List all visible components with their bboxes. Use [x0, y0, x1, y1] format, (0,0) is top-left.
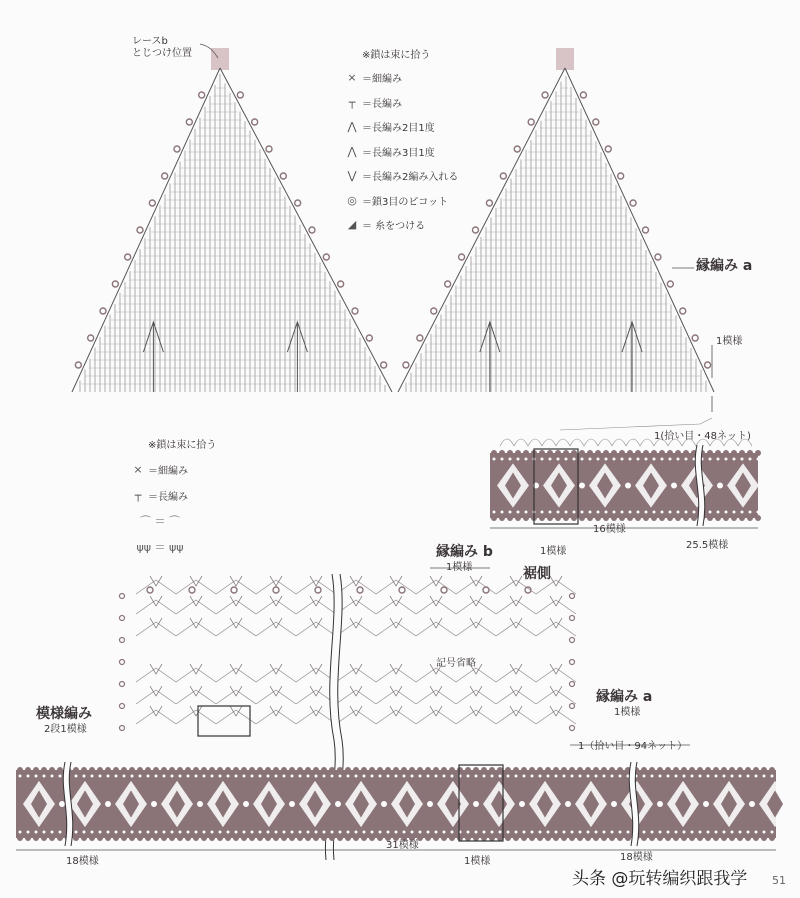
mid-legend: [128, 436, 248, 566]
one-pattern-mid: 1模様: [540, 546, 567, 557]
mid-legend-item-text: ＝細編み: [148, 465, 188, 477]
edging-b-label: 縁編み b: [436, 544, 493, 560]
mid-chain-loop: [626, 439, 640, 446]
pattern-stitch-label: 模様編み: [36, 706, 92, 722]
mid-legend-item-row: [128, 540, 192, 554]
watermark: 头条 @玩转编织跟我学: [572, 869, 748, 889]
single-crochet-x-icon: ×: [347, 71, 357, 84]
fan-equivalent-icon: ψψ ＝ ψψ: [136, 541, 184, 554]
edging-a-sub-bottom: 1模様: [614, 707, 641, 718]
legend-item-row: [342, 46, 430, 60]
mid-chain-loop: [556, 439, 570, 446]
mid-legend-item-row: [128, 436, 216, 450]
mid-chain-loop: [598, 439, 612, 446]
mid-legend-item-text: ＝長編み: [148, 491, 188, 503]
picot-icon: ◎: [347, 193, 357, 207]
mid-lace-strip: [490, 445, 769, 526]
pickup-94-label: 1（拾い目・94ネット）: [578, 741, 688, 752]
attach-position-label: とじつけ位置: [132, 48, 192, 59]
legend-item-text: ＝鎖3目のピコット: [362, 196, 449, 208]
single-crochet-x-icon: ×: [133, 462, 143, 476]
legend-item-row: [342, 120, 435, 134]
legend-item-text: ＝細編み: [362, 74, 402, 85]
mid-chain-loop: [612, 439, 626, 446]
pattern-stitch-box: [198, 706, 250, 736]
double-crochet-icon: ┬: [134, 488, 142, 502]
legend-item-text: ＝長編み2編み入れる: [362, 172, 459, 183]
mid-legend-item-row: [128, 462, 188, 476]
left-count-18: 18模様: [66, 856, 99, 867]
legend-item-row: [342, 144, 435, 158]
mid-chain-loop: [514, 439, 528, 446]
mid-legend-item-row: [128, 514, 192, 528]
one-pattern-bottom: 1模様: [464, 856, 491, 867]
legend-item-row: [342, 71, 402, 85]
mid-legend-item-text: ※鎖は束に拾う: [148, 439, 217, 451]
page-number: 51: [772, 874, 786, 887]
symbols-omitted-label: 記号省略: [436, 658, 476, 669]
edging-a-label-bottom: 縁編み a: [596, 689, 653, 705]
legend-item-text: ＝長編み3目1度: [362, 147, 435, 159]
dc3tog-icon: ⋀: [347, 144, 357, 158]
mid-chain-loop: [542, 439, 556, 446]
mid-count-31: 31模様: [386, 840, 419, 851]
picot-equivalent-icon: ⌒ ＝ ⌒: [140, 515, 180, 528]
pattern-stitch-sub: 2段1模様: [44, 724, 87, 735]
legend-item-text: ＝長編み: [362, 98, 402, 110]
top-legend: [342, 46, 492, 236]
legend-item-row: [342, 169, 458, 183]
pattern-count-16: 16模様: [593, 524, 626, 535]
legend-item-row: [342, 95, 402, 109]
legend-item-text: ＝長編み2目1度: [362, 123, 435, 134]
hem-side-label: 裾側: [523, 566, 551, 582]
legend-item-text: ＝ 糸をつける: [362, 221, 426, 232]
one-pattern-label-top: 1模様: [716, 336, 743, 347]
mid-chain-loop: [500, 439, 514, 446]
double-crochet-icon: ┬: [348, 95, 356, 109]
lace-b-label: レースb: [132, 36, 168, 47]
mid-chain-loop: [570, 439, 584, 446]
mid-chain-loop: [584, 439, 598, 446]
mid-chain-loop: [640, 439, 654, 446]
length-25-5: 25.5模様: [686, 540, 729, 551]
edging-b-pattern: 1模様: [446, 562, 473, 573]
pickup-48-label: 1(拾い目・48ネット): [654, 431, 751, 442]
right-count-18: 18模様: [620, 852, 653, 863]
dc2tog-icon: ⋀: [347, 120, 357, 133]
legend-item-row: [342, 193, 448, 207]
dc2-increase-icon: ⋁: [347, 169, 357, 182]
join-yarn-icon: ◢: [347, 218, 357, 231]
mid-chain-loop: [528, 439, 542, 446]
edging-a-label-top: 縁編み a: [696, 258, 753, 274]
mid-connector-line: [560, 418, 712, 430]
legend-item-row: [342, 218, 425, 232]
bottom-lace-strip: [16, 762, 800, 846]
mid-legend-item-row: [128, 488, 188, 502]
legend-item-text: ※鎖は束に拾う: [362, 49, 431, 61]
